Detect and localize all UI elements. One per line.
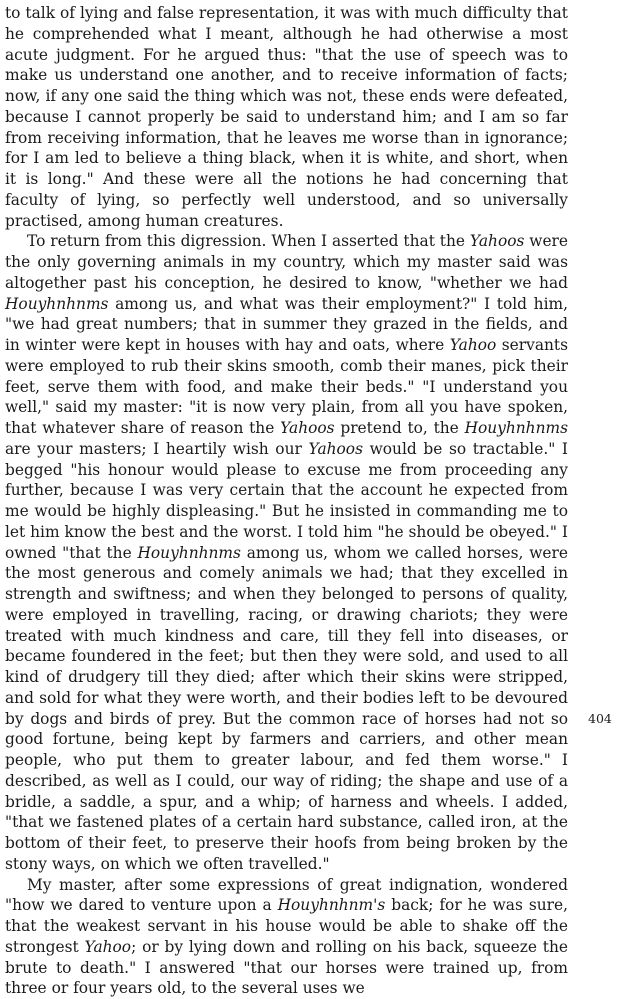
text-run: My master, after some expressions of great indignation, wondered "how we dared to venture upon a xyxy=(5,876,568,915)
italic-term: Yahoo xyxy=(84,938,131,956)
text-run: pretend to, the xyxy=(335,419,465,437)
page-number: 404 xyxy=(588,711,612,726)
italic-term: Yahoos xyxy=(470,232,524,250)
text-run: among us, whom we called horses, were the most generous and comely animals we had; that they excelled in strength and swiftness; and when they belonged to persons of quality, were employed in travelling, racing, or drawing chariots; they were treated with much kindness and care, till they fell into diseases, or became foundered in the feet; but then they were sold, and used to all kind of drudgery till they died; after which their skins were stripped, and sold for what they were worth, and their bodies left to be devoured by dogs and birds of prey. But the common race of horses had not so good fortune, being kept by farmers and carriers, and other mean people, who put them to greater labour, and fed them worse." I described, as well as I could, our way of riding; the shape and use of a bridle, a saddle, a spur, and a whip; of harness and wheels. I added, "that we fastened plates of a certain hard substance, called iron, at the bottom of their feet, to preserve their hoofs from being broken by the stony ways, on which we often travelled." xyxy=(5,544,568,873)
text-run: would be so tractable." I begged "his honour would please to excuse me from proceeding any further, because I was very certain that the account he expected from me would be highly displeasing." But he insisted in commanding me to let him know the best and the worst. I told him "he should be obeyed." I owned "that the xyxy=(5,440,568,562)
italic-term: Yahoos xyxy=(308,440,362,458)
italic-term: Houyhnhnms xyxy=(5,295,108,313)
italic-term: Houyhnhnm's xyxy=(278,896,386,914)
italic-term: Houyhnhnms xyxy=(137,544,240,562)
italic-term: Yahoos xyxy=(280,419,334,437)
paragraph xyxy=(5,875,568,999)
text-run: were the only governing animals in my country, which my master said was altogether past his conception, he desired to know, "whether we had xyxy=(5,232,568,292)
text-run: ; or by lying down and rolling on his back, squeeze the brute to death." I answered "that our horses were trained up, from three or four years old, to the several uses we xyxy=(5,938,568,998)
italic-term: Houyhnhnms xyxy=(465,419,568,437)
text-run: back; for he was sure, that the weakest servant in his house would be able to shake off the strongest xyxy=(5,896,568,956)
text-run: are your masters; I heartily wish our xyxy=(5,440,308,458)
body-text xyxy=(5,3,568,999)
paragraph xyxy=(5,3,568,231)
text-run: to talk of lying and false representation, it was with much difficulty that he comprehended what I meant, although he had otherwise a most acute judgment. For he argued thus: "that the use of speech was to make us understand one another, and to receive information of facts; now, if any one said the thing which was not, these ends were defeated, because I cannot properly be said to understand him; and I am so far from receiving information, that he leaves me worse than in ignorance; for I am led to believe a thing black, when it is white, and short, when it is long." And these were all the notions he had concerning that faculty of lying, so perfectly well understood, and so universally practised, among human creatures. xyxy=(5,4,568,230)
text-run: To return from this digression. When I asserted that the xyxy=(27,232,470,250)
italic-term: Yahoo xyxy=(450,336,497,354)
paragraph xyxy=(5,231,568,874)
text-run: servants were employed to rub their skins smooth, comb their manes, pick their feet, serve them with food, and make their beds." "I understand you well," said my master: "it is now very plain, from all you have spoken, that whatever share of reason the xyxy=(5,336,568,437)
text-run: among us, and what was their employment?" I told him, "we had great numbers; that in summer they grazed in the fields, and in winter were kept in houses with hay and oats, where xyxy=(5,295,568,355)
